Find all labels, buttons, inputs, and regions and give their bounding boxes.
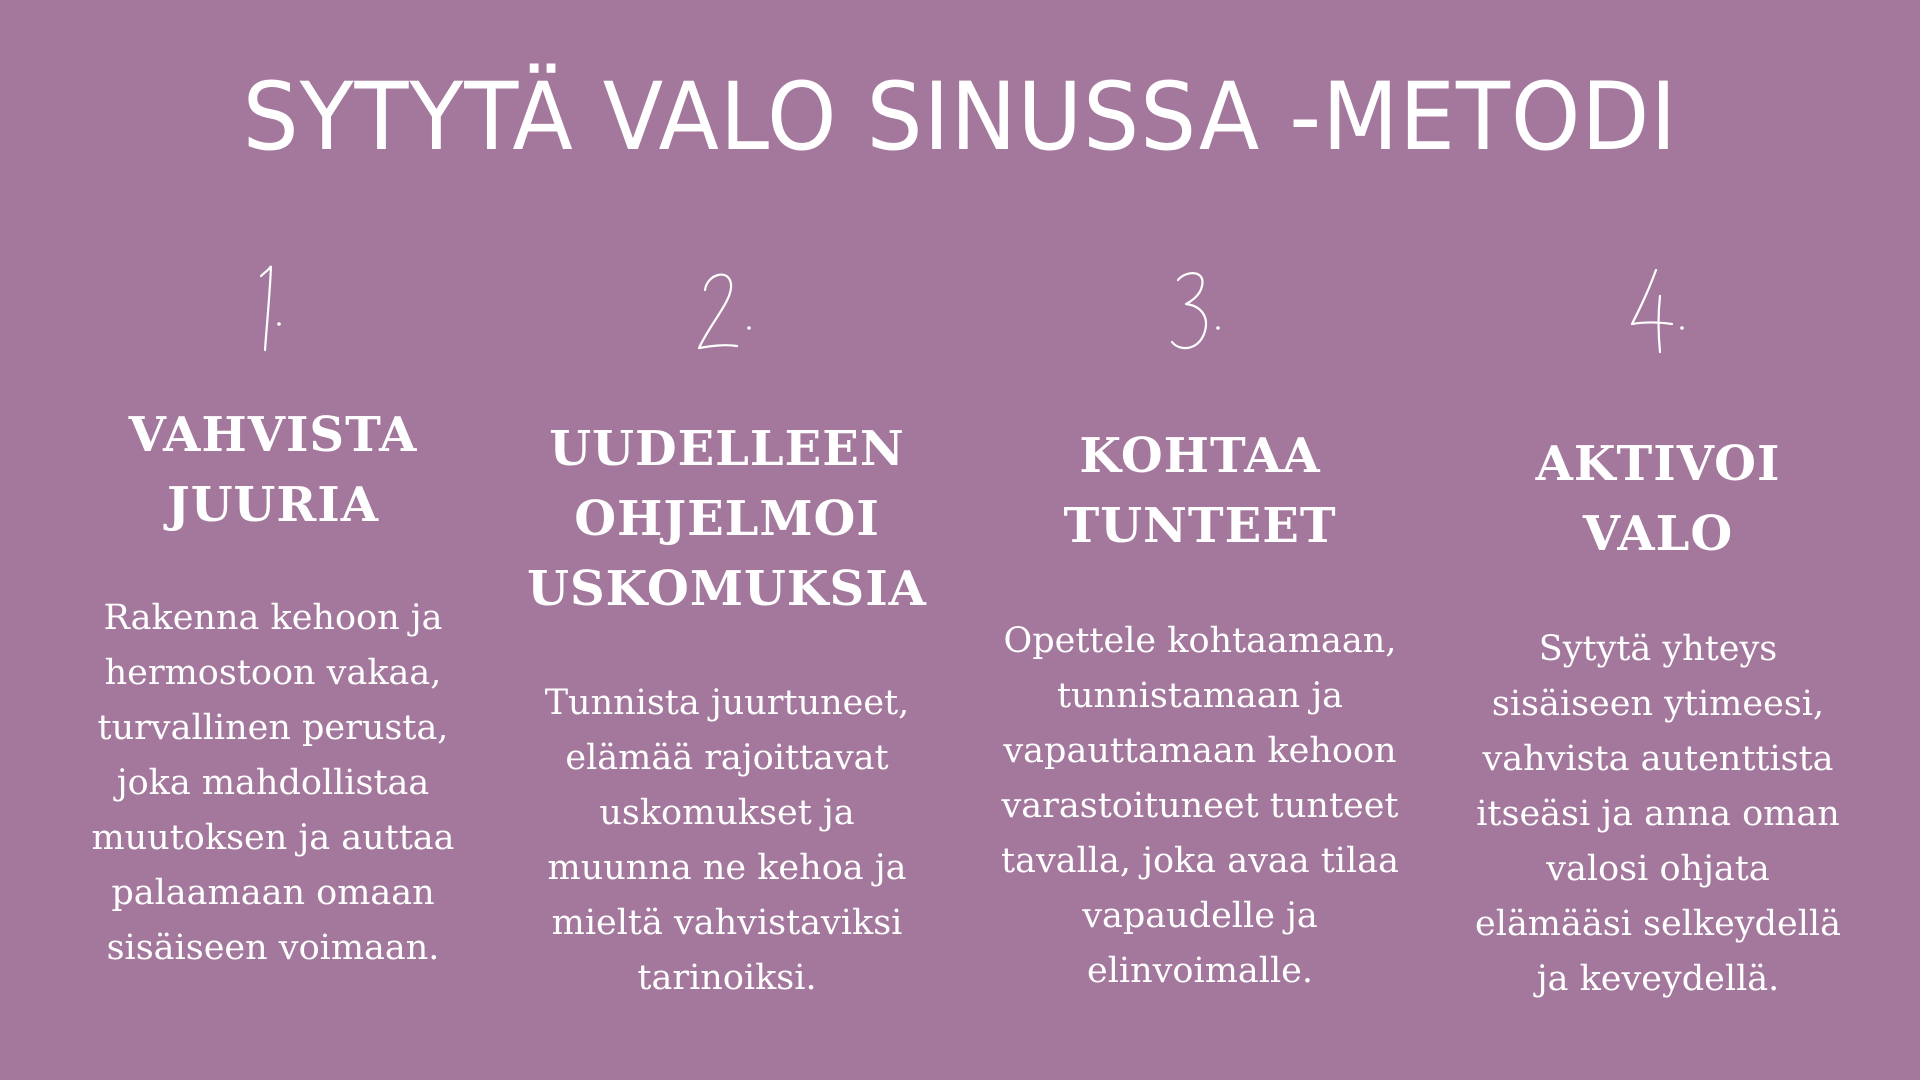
step-heading-2: UUDELLEEN OHJELMOI USKOMUKSIA <box>527 421 927 617</box>
step-heading-4: AKTIVOI VALO <box>1535 436 1781 562</box>
step-text-4: Sytytä yhteys sisäiseen ytimeesi, vahvista autenttista itseäsi ja anna oman valosi ohjata elämääsi selkeydellä ja keveydellä. <box>1475 629 1841 999</box>
step-text-1: Rakenna kehoon ja hermostoon vakaa, turvallinen perusta, joka mahdollistaa muutoksen ja auttaa palaamaan omaan sisäiseen voimaan. <box>91 598 455 968</box>
step-text-3: Opettele kohtaamaan, tunnistamaan ja vapauttamaan kehoon varastoituneet tunteet tavalla, joka avaa tilaa vapaudelle ja elinvoimalle. <box>1001 621 1399 991</box>
page-title: SYTYTÄ VALO SINUSSA -METODI <box>242 63 1678 172</box>
step-number-4 <box>1448 262 1868 362</box>
step-heading-1: VAHVISTA JUURIA <box>128 407 418 533</box>
step-text-2: Tunnista juurtuneet, elämää rajoittavat uskomukset ja muunna ne kehoa ja mieltä vahvistaviksi tarinoiksi. <box>544 683 910 998</box>
step-number-1 <box>63 262 483 362</box>
step-number-3 <box>990 262 1410 362</box>
step-heading-3: KOHTAA TUNTEET <box>1063 428 1337 554</box>
step-number-2 <box>517 262 937 362</box>
